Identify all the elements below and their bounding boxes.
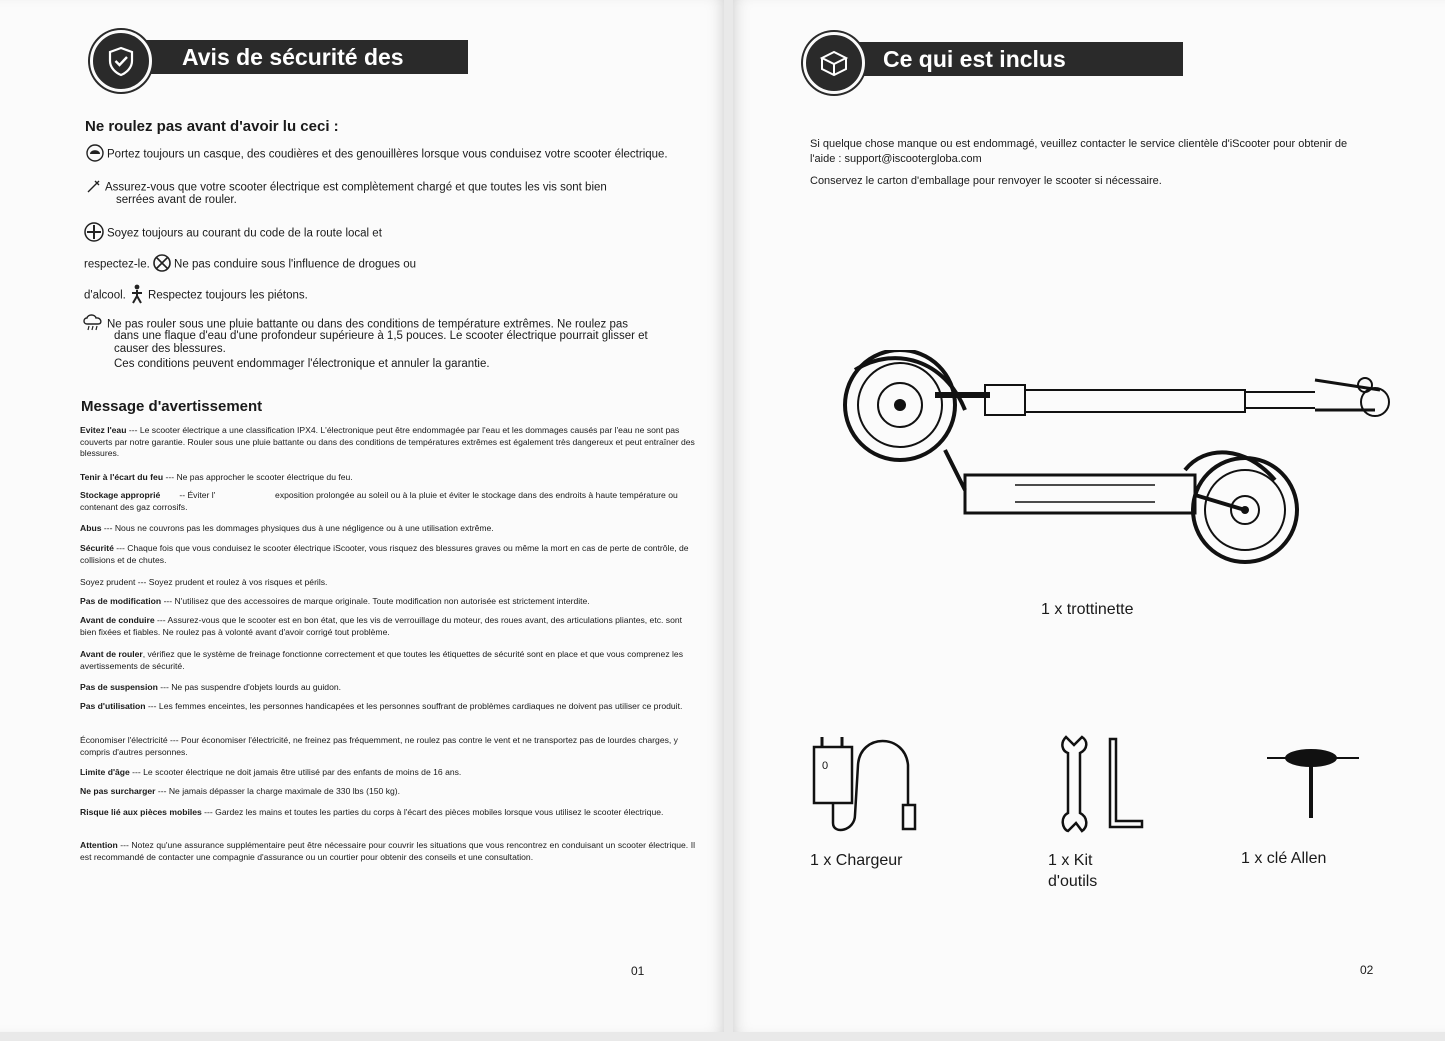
warning-attention: Attention --- Notez qu'une assurance supplémentaire peut être nécessaire pour couvrir les situations que vous rencontrez en conduisant un scooter électrique. Il est recommandé de contacter une compagnie d'assurance ou un courtier pour obtenir des conseils et une consultation. <box>80 840 695 862</box>
warning-safety: Sécurité --- Chaque fois que vous conduisez le scooter électrique iScooter, vous risquez des blessures graves ou même la mort en cas de perte de contrôle, de collisions et de chutes. <box>80 543 689 565</box>
safety-text-pedestrians: Respectez toujours les piétons. <box>148 289 308 302</box>
warning-electricity: Économiser l'électricité --- Pour économiser l'électricité, ne freinez pas fréquemment, ne roulez pas contre le vent et ne transportez pas de lourdes charges, y compris d'autres personnes. <box>80 735 678 757</box>
box-icon <box>803 32 865 94</box>
charger-illustration <box>810 735 920 840</box>
warning-modification: Pas de modification --- N'utilisez que des accessoires de marque originale. Toute modification non autorisée est strictement interdite. <box>80 596 590 606</box>
included-banner <box>803 36 1183 82</box>
warning-no-use: Pas d'utilisation --- Les femmes enceintes, les personnes handicapées et les personnes souffrant de problèmes cardiaques ne doivent pas utiliser ce produit. <box>80 701 683 711</box>
safety-banner-title: Avis de sécurité des <box>110 40 468 74</box>
safety-banner <box>90 34 470 80</box>
safety-text-charge-2: serrées avant de rouler. <box>116 194 237 206</box>
intro-contact: Si quelque chose manque ou est endommagé, veuillez contacter le service clientèle d'iScooter pour obtenir de l'aide : support@iscootergloba.com <box>810 138 1348 165</box>
wrench-icon <box>86 178 102 197</box>
safety-line-pedestrians <box>84 284 308 307</box>
warning-heading: Message d'avertissement <box>81 398 263 415</box>
warning-water: Evitez l'eau --- Le scooter électrique a une classification IPX4. L'électronique peut être endommagée par l'eau et les dommages causés par l'eau ne sont pas couverts par notre garantie. Rouler sous une pluie battante ou dans des conditions de températures extrêmes est également très dangereux et peut entraîner des blessures. <box>80 425 695 458</box>
safety-text-rain-2: dans une flaque d'eau d'une profondeur supérieure à 1,5 pouces. Le scooter électrique pourrait glisser et <box>114 330 648 342</box>
warning-abuse: Abus --- Nous ne couvrons pas les dommages physiques dus à une négligence ou à une utilisation extrême. <box>80 523 494 533</box>
warning-age: Limite d'âge --- Le scooter électrique ne doit jamais être utilisé par des enfants de moins de 16 ans. <box>80 767 462 777</box>
toolkit-illustration <box>1058 735 1148 840</box>
safety-text-charge: Assurez-vous que votre scooter électrique est complètement chargé et que toutes les vis sont bien <box>105 181 607 194</box>
safety-text-alcohol: d'alcool. <box>84 289 126 302</box>
helmet-icon <box>86 144 104 165</box>
intro-carton: Conservez le carton d'emballage pour renvoyer le scooter si nécessaire. <box>810 175 1162 187</box>
warning-before-driving: Avant de conduire --- Assurez-vous que le scooter est en bon état, que les vis de verrouillage du moteur, des roues avant, des articulations pliantes, etc. sont bien fixées et fiables. Ne roulez pas à volonté avant d'avoir corrigé tout problème. <box>80 615 683 637</box>
safety-text-drugs: Ne pas conduire sous l'influence de drogues ou <box>174 258 416 271</box>
warning-before-riding: Avant de rouler, vérifiez que le système de freinage fonctionne correctement et que toutes les étiquettes de sécurité sont en place et que vous comprenez les avertissements de sécurité. <box>80 649 684 671</box>
safety-line-drugs <box>84 254 416 275</box>
safety-text-respect: respectez-le. <box>84 258 150 271</box>
warning-moving-parts: Risque lié aux pièces mobiles --- Gardez les mains et toutes les parties du corps à l'écart des pièces mobiles lorsque vous utilisez le scooter électrique. <box>80 807 664 817</box>
shield-check-icon <box>90 30 152 92</box>
safety-text-traffic: Soyez toujours au courant du code de la route local et <box>107 227 382 240</box>
allen-caption: 1 x clé Allen <box>1241 850 1327 867</box>
toolkit-caption-1: 1 x Kit <box>1048 852 1093 869</box>
allen-key-illustration <box>1265 740 1365 825</box>
page-number: 02 <box>1360 963 1374 977</box>
included-banner-title: Ce qui est inclus <box>823 42 1183 76</box>
charger-caption: 1 x Chargeur <box>810 852 903 869</box>
left-page <box>0 0 724 1032</box>
scooter-caption: 1 x trottinette <box>1041 601 1134 618</box>
safety-line-traffic <box>84 222 382 245</box>
svg-text:0: 0 <box>822 760 829 772</box>
no-drugs-icon <box>153 254 171 275</box>
page-number: 01 <box>631 964 645 978</box>
safety-text-rain-1: Ne pas rouler sous une pluie battante ou dans des conditions de température extrêmes. Ne roulez pas <box>107 318 629 331</box>
read-first-heading: Ne roulez pas avant d'avoir lu ceci : <box>85 118 339 135</box>
warning-fire: Tenir à l'écart du feu --- Ne pas approcher le scooter électrique du feu. <box>80 472 353 482</box>
safety-text-rain-3: causer des blessures. <box>114 343 226 355</box>
warning-prudent: Soyez prudent --- Soyez prudent et roulez à vos risques et périls. <box>80 577 328 587</box>
warning-storage: Stockage approprié -- Éviter l' exposition prolongée au soleil ou à la pluie et éviter le stockage dans des endroits à haute température ou contenant des gaz corrosifs. <box>80 490 681 512</box>
rain-cloud-icon <box>82 314 104 335</box>
pedestrian-icon <box>129 284 145 307</box>
safety-line-helmet <box>86 144 668 165</box>
warning-overload: Ne pas surcharger --- Ne jamais dépasser la charge maximale de 330 lbs (150 kg). <box>80 786 401 796</box>
safety-text-rain-4: Ces conditions peuvent endommager l'électronique et annuler la garantie. <box>114 358 490 370</box>
toolkit-caption-2: d'outils <box>1048 873 1098 890</box>
safety-text-helmet: Portez toujours un casque, des coudières et des genouillères lorsque vous conduisez votre scooter électrique. <box>107 148 668 161</box>
scooter-illustration <box>835 350 1395 595</box>
warning-suspension: Pas de suspension --- Ne pas suspendre d'objets lourds au guidon. <box>80 682 342 692</box>
road-sign-icon <box>84 222 104 245</box>
